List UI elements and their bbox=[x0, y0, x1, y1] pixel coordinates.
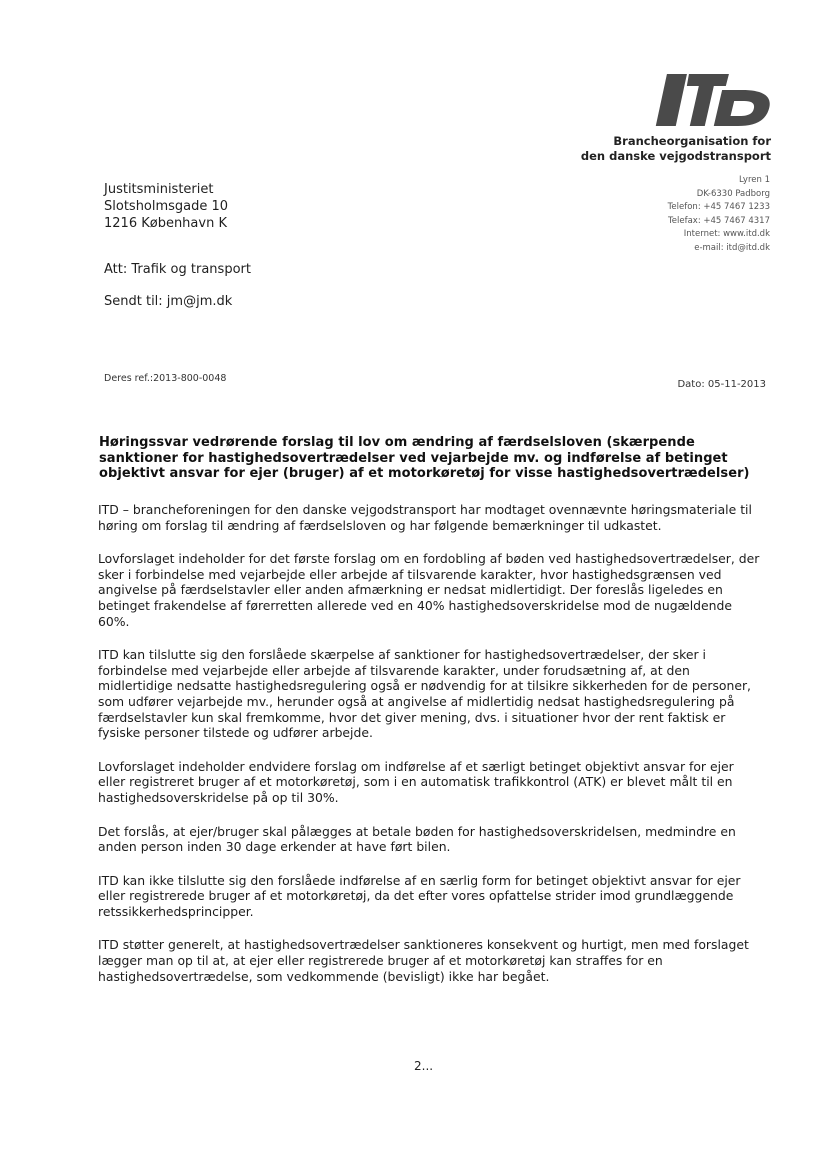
paragraph-6: ITD kan ikke tilslutte sig den forslåede indførelse af en særlig form for betinget objektivt ansvar for ejer eller registrerede bruger af et motorkøretøj, da det efter vores opfattelse strider imod grundlæggende retssikkerhedsprincipper. bbox=[98, 872, 741, 919]
paragraph-3: ITD kan tilslutte sig den forslåede skærpelse af sanktioner for hastighedsovertrædelser, der sker i forbindelse med vejarbejde eller arbejde af tilsvarende karakter, under forudsætning af, at den midlertidige nedsatte hastighedsregulering også er nødvendig for at tilsikre sikkerheden for de personer, som udfører vejarbejde mv., herunder også at angivelse af midlertidig nedsat hastighedsregulering på færdselstavler kun skal fremkomme, hvor det giver mening, dvs. i situationer hvor der rent faktisk er fysiske personer tilstede og udfører arbejde. bbox=[98, 647, 751, 741]
org-line-2: den danske vejgodstransport bbox=[580, 149, 771, 163]
contact-fax: Telefax: +45 7467 4317 bbox=[668, 215, 770, 226]
itd-logo-graphic bbox=[650, 68, 776, 130]
contact-phone: Telefon: +45 7467 1233 bbox=[667, 202, 770, 213]
attention-line: Att: Trafik og transport bbox=[104, 262, 251, 277]
letter-body bbox=[98, 502, 764, 1002]
paragraph-4: Lovforslaget indeholder endvidere forslag om indførelse af et særligt betinget objektivt ansvar for ejer eller registreret bruger af et motorkøretøj, som i en automatisk trafikkontrol (ATK) er blevet målt til en hastighedsoverskridelse på op til 30%. bbox=[98, 758, 734, 805]
contact-block bbox=[668, 174, 770, 256]
recipient-line-2: Slotsholmsgade 10 bbox=[104, 199, 229, 214]
org-line-1: Brancheorganisation for bbox=[613, 134, 771, 148]
contact-email: e-mail: itd@itd.dk bbox=[694, 242, 770, 253]
contact-address: Lyren 1 bbox=[738, 175, 770, 185]
itd-logo bbox=[650, 68, 776, 130]
recipient-line-3: 1216 København K bbox=[104, 216, 227, 231]
contact-postal: DK-6330 Padborg bbox=[696, 188, 770, 199]
recipient-line-1: Justitsministeriet bbox=[104, 182, 214, 197]
reference-number: Deres ref.:2013-800-0048 bbox=[104, 373, 227, 384]
page-continuation: 2... bbox=[414, 1059, 434, 1073]
letter-date: Dato: 05-11-2013 bbox=[677, 379, 766, 390]
organisation-tagline bbox=[581, 134, 771, 164]
contact-web: Internet: www.itd.dk bbox=[683, 229, 770, 240]
paragraph-5: Det forslås, at ejer/bruger skal pålægges at betale bøden for hastighedsoverskridelsen, medmindre en anden person inden 30 dage erkender at have ført bilen. bbox=[98, 823, 736, 855]
paragraph-1: ITD – brancheforeningen for den danske vejgodstransport har modtaget ovennævnte høringsmateriale til høring om forslag til ændring af færdselsloven og har følgende bemærkninger til udkastet. bbox=[98, 502, 752, 533]
sent-to-line: Sendt til: jm@jm.dk bbox=[104, 294, 233, 309]
recipient-address bbox=[104, 181, 228, 232]
paragraph-2: Lovforslaget indeholder for det første forslag om en fordobling af bøden ved hastighedsovertrædelser, der sker i forbindelse med vejarbejde eller arbejde af tilsvarende karakter, hvor hastighedsgrænsen ved angivelse på færdselstavler eller anden afmærkning er nedsat midlertidigt. Der foreslås ligeledes en betinget frakendelse af førerretten allerede ved en 40% hastighedsoverskridelse mod de nugældende 60%. bbox=[98, 551, 760, 629]
paragraph-7: ITD støtter generelt, at hastighedsovertrædelser sanktioneres konsekvent og hurtigt, men med forslaget lægger man op til at, at ejer eller registrerede bruger af et motorkøretøj kan straffes for en hastighedsovertrædelse, som vedkommende (bevisligt) ikke har begået. bbox=[98, 937, 749, 984]
letter-heading: Høringssvar vedrørende forslag til lov om ændring af færdselsloven (skærpende sanktioner for hastighedsovertrædelser ved vejarbejde mv. og indførelse af betinget objektivt ansvar for ejer (bruger) af et motorkøretøj for visse hastighedsovertrædelser) bbox=[99, 435, 750, 481]
